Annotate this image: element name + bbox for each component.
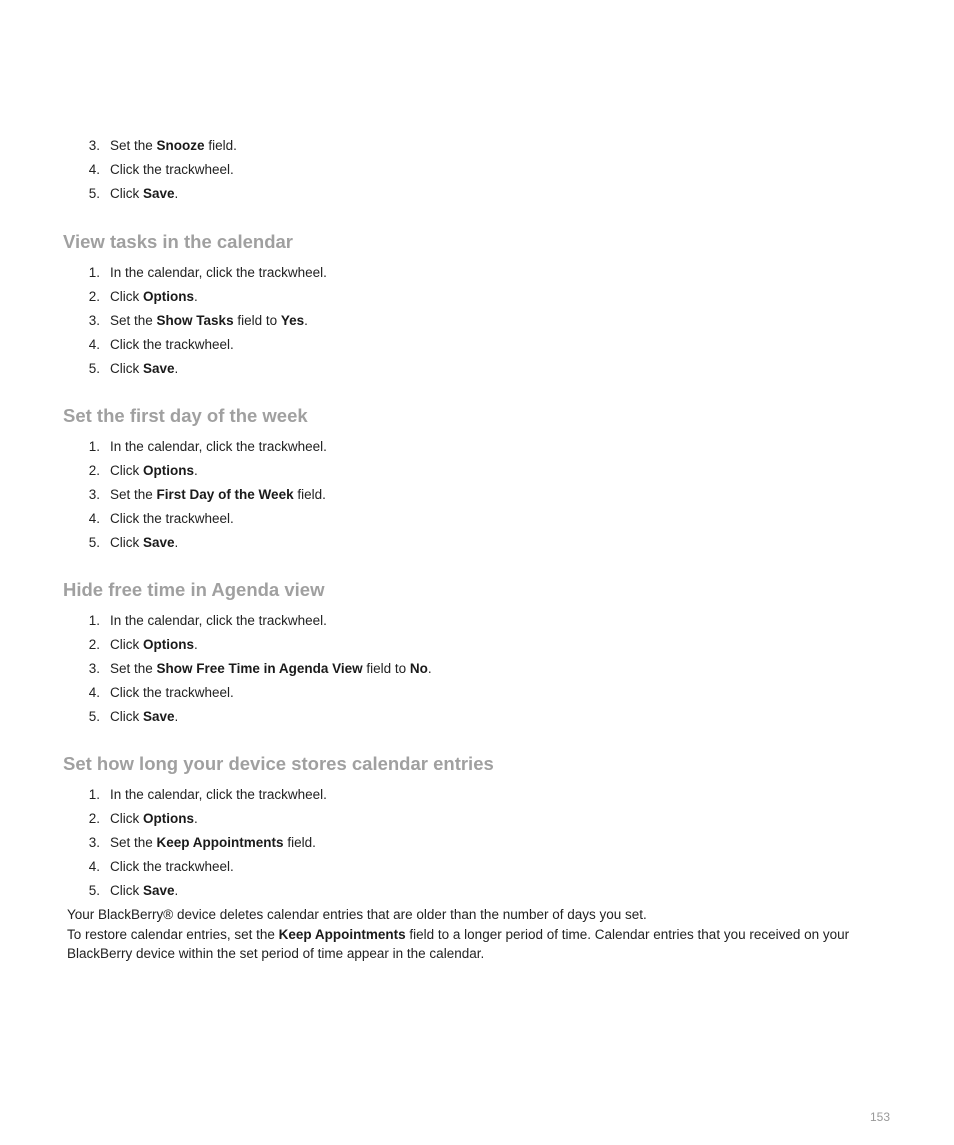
step-text	[110, 507, 234, 531]
ui-term: No	[409, 661, 428, 676]
step-text	[110, 435, 327, 459]
step-number: 5.	[88, 709, 100, 724]
ui-term: Save	[143, 883, 175, 898]
step-number: 3.	[88, 138, 100, 153]
step-number: 3.	[88, 835, 100, 850]
step-number: 2.	[88, 811, 100, 826]
step-number: 4.	[88, 511, 100, 526]
ui-term: Show Free Time in Agenda View	[156, 661, 363, 676]
step-number: 2.	[88, 463, 100, 478]
section-heading: View tasks in the calendar	[63, 231, 293, 252]
step-text	[110, 261, 327, 285]
step-text-part: Click	[110, 535, 143, 550]
step-text	[110, 705, 178, 729]
step-text-part: field.	[293, 487, 326, 502]
step-text-part: Click	[110, 463, 143, 478]
step-text	[110, 459, 198, 483]
step-text-part: .	[194, 637, 198, 652]
section-heading: Set the first day of the week	[63, 405, 308, 426]
section-heading: Hide free time in Agenda view	[63, 579, 325, 600]
step-text-part: Click	[110, 709, 143, 724]
step-number: 5.	[88, 535, 100, 550]
step-number: 4.	[88, 859, 100, 874]
step-text-part: .	[427, 661, 432, 676]
step-text-part: Set the	[110, 138, 157, 153]
step-text-part: .	[194, 811, 198, 826]
step-number: 1.	[88, 613, 100, 628]
ui-term: Options	[143, 811, 194, 826]
step-text-part: field to	[233, 313, 281, 328]
ui-term: First Day of the Week	[156, 487, 294, 502]
step-text-part: Set the	[110, 835, 157, 850]
step-text-part: In the calendar, click the trackwheel.	[110, 439, 327, 454]
step-text-part: field.	[204, 138, 237, 153]
ui-term: Keep Appointments	[156, 835, 284, 850]
step-text-part: Click the trackwheel.	[110, 859, 234, 874]
step-number: 1.	[88, 787, 100, 802]
step-text	[110, 357, 178, 381]
step-text	[110, 609, 327, 633]
step-text	[110, 855, 234, 879]
ui-term: Save	[143, 709, 175, 724]
step-text-part: .	[174, 361, 179, 376]
step-text	[110, 657, 432, 681]
step-text	[110, 807, 198, 831]
step-number: 3.	[88, 661, 100, 676]
step-number: 1.	[88, 439, 100, 454]
step-text-part: Click	[110, 289, 143, 304]
ui-term: Yes	[280, 313, 305, 328]
note-line-2-end: field to a longer period of time. Calendar entries that you received on your BlackBerry device within the set period of time appear in the calendar.	[67, 926, 850, 961]
step-text-part: Click the trackwheel.	[110, 337, 234, 352]
step-text-part: .	[174, 186, 179, 201]
step-text-part: .	[174, 883, 179, 898]
ui-term: Snooze	[156, 138, 205, 153]
step-number: 1.	[88, 265, 100, 280]
step-text-part: In the calendar, click the trackwheel.	[110, 787, 327, 802]
step-text-part: field to	[362, 661, 410, 676]
step-number: 4.	[88, 685, 100, 700]
step-text	[110, 333, 234, 357]
ui-term: Options	[143, 463, 194, 478]
step-text-part: Set the	[110, 313, 157, 328]
step-text	[110, 531, 178, 555]
section-heading: Set how long your device stores calendar entries	[63, 753, 494, 774]
step-text	[110, 483, 326, 507]
ui-term: Save	[143, 186, 175, 201]
step-number: 4.	[88, 337, 100, 352]
step-text-part: Click the trackwheel.	[110, 511, 234, 526]
step-text-part: Click	[110, 811, 143, 826]
page-number: 153	[869, 1110, 890, 1124]
ui-term: Options	[143, 637, 194, 652]
step-text-part: .	[194, 289, 198, 304]
step-text-part: Set the	[110, 661, 157, 676]
step-text-part: Click	[110, 883, 143, 898]
step-text	[110, 783, 327, 807]
note-line-1: Your BlackBerry® device deletes calendar entries that are older than the number of days you set.	[67, 907, 647, 922]
step-text-part: Click the trackwheel.	[110, 162, 234, 177]
step-text	[110, 879, 178, 903]
step-text	[110, 831, 316, 855]
ui-term: Options	[143, 289, 194, 304]
step-text-part: Click	[110, 186, 143, 201]
step-text-part: In the calendar, click the trackwheel.	[110, 613, 327, 628]
step-text	[110, 681, 234, 705]
step-text-part: Set the	[110, 487, 157, 502]
ui-term: Save	[143, 361, 175, 376]
note-line-2-start: To restore calendar entries, set the	[67, 926, 279, 942]
step-text-part: .	[304, 313, 308, 328]
step-text-part: .	[174, 709, 179, 724]
step-text-part: Click	[110, 637, 143, 652]
keep-appointments-term: Keep Appointments	[278, 926, 406, 942]
step-text	[110, 285, 198, 309]
step-text-part: In the calendar, click the trackwheel.	[110, 265, 327, 280]
step-text	[110, 633, 198, 657]
step-text	[110, 309, 308, 333]
step-text-part: Click the trackwheel.	[110, 685, 234, 700]
step-number: 3.	[88, 487, 100, 502]
step-number: 3.	[88, 313, 100, 328]
step-number: 2.	[88, 289, 100, 304]
step-text	[110, 134, 237, 158]
step-text-part: .	[194, 463, 198, 478]
step-text-part: Click	[110, 361, 143, 376]
step-text	[110, 158, 234, 182]
step-text-part: field.	[283, 835, 316, 850]
step-number: 5.	[88, 883, 100, 898]
step-number: 4.	[88, 162, 100, 177]
ui-term: Save	[143, 535, 175, 550]
step-text-part: .	[174, 535, 179, 550]
note-paragraph	[67, 905, 877, 964]
step-number: 5.	[88, 361, 100, 376]
step-text	[110, 182, 178, 206]
step-number: 2.	[88, 637, 100, 652]
ui-term: Show Tasks	[156, 313, 234, 328]
step-number: 5.	[88, 186, 100, 201]
